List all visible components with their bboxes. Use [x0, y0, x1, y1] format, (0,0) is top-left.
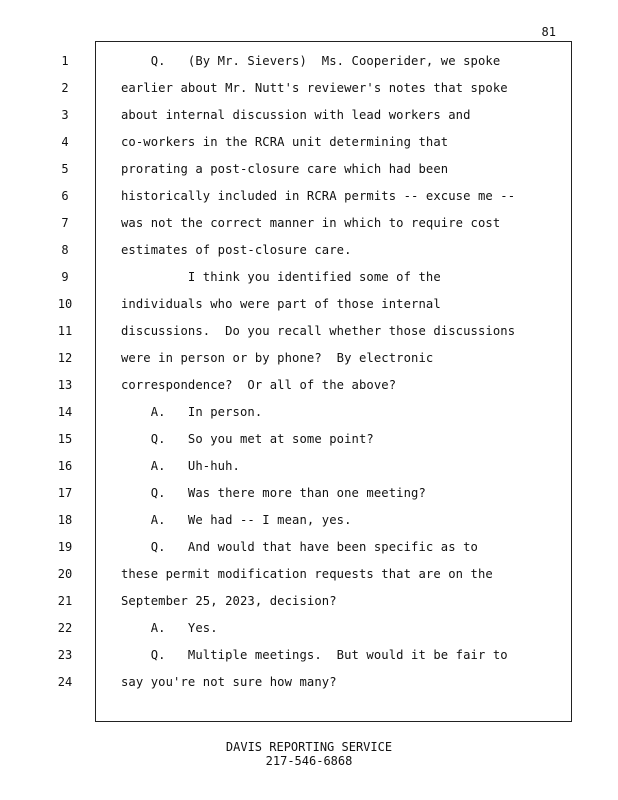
transcript-line [0, 134, 618, 161]
line-number: 21 [57, 594, 73, 608]
line-text: Q. So you met at some point? [121, 432, 374, 446]
transcript-line [0, 620, 618, 647]
transcript-line [0, 323, 618, 350]
line-number: 15 [57, 432, 73, 446]
line-text: estimates of post-closure care. [121, 243, 352, 257]
transcript-line [0, 431, 618, 458]
line-number: 6 [61, 189, 69, 203]
line-text: A. Yes. [121, 621, 218, 635]
transcript-line [0, 458, 618, 485]
transcript-line [0, 350, 618, 377]
line-text: were in person or by phone? By electronic [121, 351, 434, 365]
transcript-line [0, 53, 618, 80]
line-number: 14 [57, 405, 73, 419]
line-number: 8 [61, 243, 69, 257]
line-number: 9 [61, 270, 69, 284]
transcript-line [0, 107, 618, 134]
transcript-line [0, 296, 618, 323]
transcript-line [0, 647, 618, 674]
line-text: earlier about Mr. Nutt's reviewer's notes that spoke [121, 81, 508, 95]
line-text: A. Uh-huh. [121, 459, 240, 473]
line-number: 3 [61, 108, 69, 122]
line-number: 24 [57, 675, 73, 689]
line-text: correspondence? Or all of the above? [121, 378, 397, 392]
line-text: was not the correct manner in which to require cost [121, 216, 501, 230]
transcript-line [0, 377, 618, 404]
transcript-line [0, 404, 618, 431]
line-text: co-workers in the RCRA unit determining that [121, 135, 449, 149]
footer-phone: 217-546-6868 [265, 754, 353, 768]
line-text: say you're not sure how many? [121, 675, 337, 689]
line-number: 12 [57, 351, 73, 365]
page-number: 81 [541, 25, 556, 39]
transcript-line [0, 269, 618, 296]
line-text: September 25, 2023, decision? [121, 594, 337, 608]
footer-company: DAVIS REPORTING SERVICE [225, 740, 393, 754]
line-number: 23 [57, 648, 73, 662]
transcript-line [0, 593, 618, 620]
line-text: Q. (By Mr. Sievers) Ms. Cooperider, we spoke [121, 54, 501, 68]
line-number: 4 [61, 135, 69, 149]
line-number: 7 [61, 216, 69, 230]
line-number: 1 [61, 54, 69, 68]
transcript-line [0, 539, 618, 566]
line-text: Q. Multiple meetings. But would it be fair to [121, 648, 508, 662]
transcript-line [0, 161, 618, 188]
line-number: 22 [57, 621, 73, 635]
transcript-line [0, 188, 618, 215]
line-text: historically included in RCRA permits -- excuse me -- [121, 189, 516, 203]
line-text: these permit modification requests that are on the [121, 567, 493, 581]
line-number: 11 [57, 324, 73, 338]
line-number: 16 [57, 459, 73, 473]
line-number: 19 [57, 540, 73, 554]
line-number: 18 [57, 513, 73, 527]
line-number: 2 [61, 81, 69, 95]
line-text: Q. Was there more than one meeting? [121, 486, 426, 500]
line-text: individuals who were part of those internal [121, 297, 441, 311]
line-text: A. In person. [121, 405, 263, 419]
line-text: Q. And would that have been specific as to [121, 540, 478, 554]
line-number: 13 [57, 378, 73, 392]
line-number: 10 [57, 297, 73, 311]
transcript-line [0, 215, 618, 242]
line-text: about internal discussion with lead workers and [121, 108, 471, 122]
line-text: I think you identified some of the [121, 270, 441, 284]
transcript-line [0, 512, 618, 539]
line-number: 20 [57, 567, 73, 581]
transcript-line [0, 80, 618, 107]
transcript-line [0, 485, 618, 512]
line-text: discussions. Do you recall whether those discussions [121, 324, 516, 338]
line-number: 17 [57, 486, 73, 500]
line-text: A. We had -- I mean, yes. [121, 513, 352, 527]
line-number: 5 [61, 162, 69, 176]
line-text: prorating a post-closure care which had been [121, 162, 449, 176]
transcript-line [0, 242, 618, 269]
transcript-line [0, 674, 618, 701]
transcript-line [0, 566, 618, 593]
